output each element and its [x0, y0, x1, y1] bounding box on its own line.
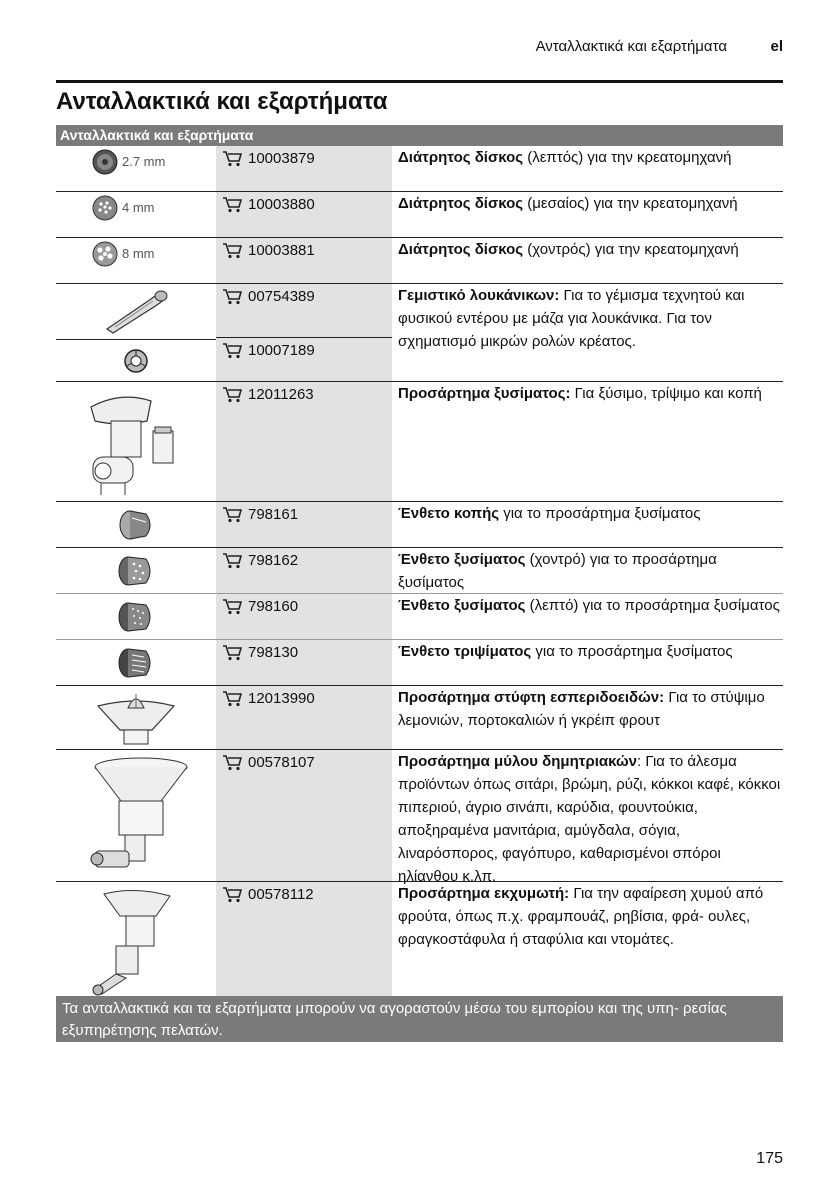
- part-name: Προσάρτημα ξυσίματος:: [398, 385, 571, 402]
- order-number-column: [216, 284, 392, 381]
- table-row: [56, 146, 783, 192]
- page-title: Ανταλλακτικά και εξαρτήματα: [56, 88, 388, 115]
- table-row: [56, 686, 783, 750]
- header-rule: [56, 80, 783, 83]
- order-number-cell: [216, 238, 392, 283]
- table-row: [56, 382, 783, 502]
- part-description: [392, 594, 783, 639]
- part-image: [56, 640, 216, 685]
- shopping-cart-icon: [222, 506, 242, 523]
- order-number: 00578112: [248, 886, 314, 903]
- order-number: 10003879: [248, 150, 315, 167]
- shopping-cart-icon: [222, 690, 242, 707]
- part-image: [56, 340, 216, 381]
- part-name: Προσάρτημα στύφτη εσπεριδοειδών:: [398, 689, 665, 706]
- part-name: Διάτρητος δίσκος: [398, 195, 524, 212]
- table-header: Ανταλλακτικά και εξαρτήματα: [56, 125, 783, 146]
- citrus-press-icon: [96, 690, 176, 746]
- page-number: 175: [756, 1150, 783, 1167]
- purchase-note: Τα ανταλλακτικά και τα εξαρτήματα μπορούν να αγοραστούν μέσω του εμπορίου και της υπη- ρεσίας εξυπηρέτησης πελατών.: [56, 996, 783, 1042]
- order-number: 00578107: [248, 754, 315, 771]
- order-number-cell: [216, 594, 392, 639]
- grating-insert-coarse-icon: [116, 554, 156, 588]
- slicing-insert-icon: [116, 508, 156, 542]
- part-desc: (λεπτό) για το προσάρτημα ξυσίματος: [525, 597, 780, 614]
- part-description: [392, 382, 783, 501]
- part-description: [392, 882, 783, 1000]
- table-row: [56, 192, 783, 238]
- order-number: 798161: [248, 506, 299, 523]
- order-number-cell: [216, 338, 392, 362]
- order-number: 10007189: [248, 342, 315, 359]
- order-number: 10003881: [248, 242, 315, 259]
- part-desc: για το προσάρτημα ξυσίματος: [531, 643, 733, 660]
- part-desc: Για ξύσιμο, τρίψιμο και κοπή: [570, 385, 762, 402]
- shopping-cart-icon: [222, 598, 242, 615]
- order-number-cell: [216, 750, 392, 881]
- shopping-cart-icon: [222, 288, 242, 305]
- order-number: 798130: [248, 644, 299, 661]
- grain-mill-icon: [81, 755, 191, 877]
- order-number: 00754389: [248, 288, 315, 305]
- part-description: [392, 502, 783, 547]
- table-row: [56, 502, 783, 548]
- part-description: [392, 686, 783, 749]
- part-name: Γεμιστικό λουκάνικων:: [398, 287, 560, 304]
- table-row: [56, 548, 783, 594]
- shopping-cart-icon: [222, 644, 242, 661]
- shopping-cart-icon: [222, 242, 242, 259]
- part-image: [56, 594, 216, 639]
- order-number: 798162: [248, 552, 299, 569]
- disc-size: 2.7 mm: [122, 154, 166, 169]
- part-description: [392, 146, 783, 191]
- grater-attachment-icon: [81, 387, 191, 497]
- table-row: [56, 238, 783, 284]
- order-number: 12011263: [248, 386, 314, 403]
- order-number: 798160: [248, 598, 299, 615]
- grating-insert-fine-icon: [116, 600, 156, 634]
- order-number: 10003880: [248, 196, 315, 213]
- part-desc: Για το στύψιμο λεμονιών, πορτοκαλιών ή γκρέιπ φρουτ: [398, 689, 765, 729]
- part-name: Ένθετο ξυσίματος: [398, 551, 526, 568]
- order-number-cell: [216, 640, 392, 685]
- order-number-cell: [216, 502, 392, 547]
- part-description: [392, 284, 783, 353]
- shopping-cart-icon: [222, 552, 242, 569]
- part-image: [56, 146, 216, 191]
- order-number-cell: [216, 686, 392, 749]
- order-number: 12013990: [248, 690, 315, 707]
- perforated-disc-medium-icon: [92, 195, 118, 221]
- order-number-cell: [216, 382, 392, 501]
- part-desc: (χοντρός) για την κρεατομηχανή: [523, 241, 739, 258]
- part-desc: για το προσάρτημα ξυσίματος: [499, 505, 701, 522]
- part-description: [392, 192, 783, 237]
- shopping-cart-icon: [222, 196, 242, 213]
- part-name: Προσάρτημα εκχυμωτή:: [398, 885, 570, 902]
- part-image: [56, 284, 216, 340]
- part-description: [392, 548, 783, 593]
- running-header-section: Ανταλλακτικά και εξαρτήματα: [535, 38, 727, 55]
- part-description: [392, 640, 783, 685]
- order-number-cell: [216, 284, 392, 338]
- part-name: Ένθετο ξυσίματος: [398, 597, 526, 614]
- perforated-disc-fine-icon: [92, 149, 118, 175]
- part-desc: (λεπτός) για την κρεατομηχανή: [523, 149, 732, 166]
- shredding-insert-icon: [116, 646, 156, 680]
- part-desc: (χοντρό) για το προσάρτημα ξυσίματος: [398, 551, 717, 591]
- shopping-cart-icon: [222, 886, 242, 903]
- part-desc: (μεσαίος) για την κρεατομηχανή: [523, 195, 738, 212]
- part-image: [56, 750, 216, 881]
- language-code: el: [770, 38, 783, 55]
- part-image: [56, 882, 216, 1000]
- order-number-cell: [216, 146, 392, 191]
- part-image: [56, 686, 216, 749]
- part-name: Διάτρητος δίσκος: [398, 149, 524, 166]
- table-row: [56, 882, 783, 1000]
- parts-table: [56, 125, 783, 1000]
- table-row: [56, 640, 783, 686]
- part-desc: : Για το άλεσμα προϊόντων όπως σιτάρι, βρώμη, ρύζι, κόκκοι καφέ, κόκκοι πιπεριού, άγριο σινάπι, καρύδια, φουντούκια, αποξηραμένα μανιτάρια, αμύγδαλα, σόγια, λιναρόσπορος, φαγόπυρο, καθαρισμένοι σπόροι ηλίανθου κ.λπ.: [398, 753, 781, 885]
- table-row-group: [56, 284, 783, 382]
- part-image: [56, 238, 216, 283]
- part-description: [392, 238, 783, 283]
- running-header: [56, 36, 783, 60]
- table-row: [56, 594, 783, 640]
- shopping-cart-icon: [222, 754, 242, 771]
- part-image: [56, 502, 216, 547]
- shopping-cart-icon: [222, 386, 242, 403]
- part-name: Διάτρητος δίσκος: [398, 241, 524, 258]
- disc-size: 8 mm: [122, 246, 155, 261]
- perforated-disc-coarse-icon: [92, 241, 118, 267]
- table-row: [56, 750, 783, 885]
- disc-size: 4 mm: [122, 200, 155, 215]
- shopping-cart-icon: [222, 150, 242, 167]
- part-description: [392, 750, 783, 885]
- part-name: Ένθετο τριψίματος: [398, 643, 532, 660]
- part-image: [56, 382, 216, 501]
- sausage-filler-icon: [101, 289, 171, 335]
- part-image: [56, 192, 216, 237]
- part-desc: Για το γέμισμα τεχνητού και φυσικού εντέρου με μάζα για λουκάνικα. Για τον σχηματισμό μικρών ρολών κρέατος.: [398, 287, 745, 350]
- order-number-cell: [216, 882, 392, 1000]
- order-number-cell: [216, 192, 392, 237]
- order-number-cell: [216, 548, 392, 593]
- part-name: Προσάρτημα μύλου δημητριακών: [398, 753, 638, 770]
- berry-juicer-icon: [86, 886, 186, 996]
- part-desc: Για την αφαίρεση χυμού από φρούτα, όπως π.χ. φραμπουάζ, ρηβίσια, φρά- ουλες, φραγκοστάφυλα ή σταφύλια και ντομάτες.: [398, 885, 764, 948]
- part-image: [56, 548, 216, 593]
- shopping-cart-icon: [222, 342, 242, 359]
- part-name: Ένθετο κοπής: [398, 505, 500, 522]
- spacer-ring-icon: [123, 348, 149, 374]
